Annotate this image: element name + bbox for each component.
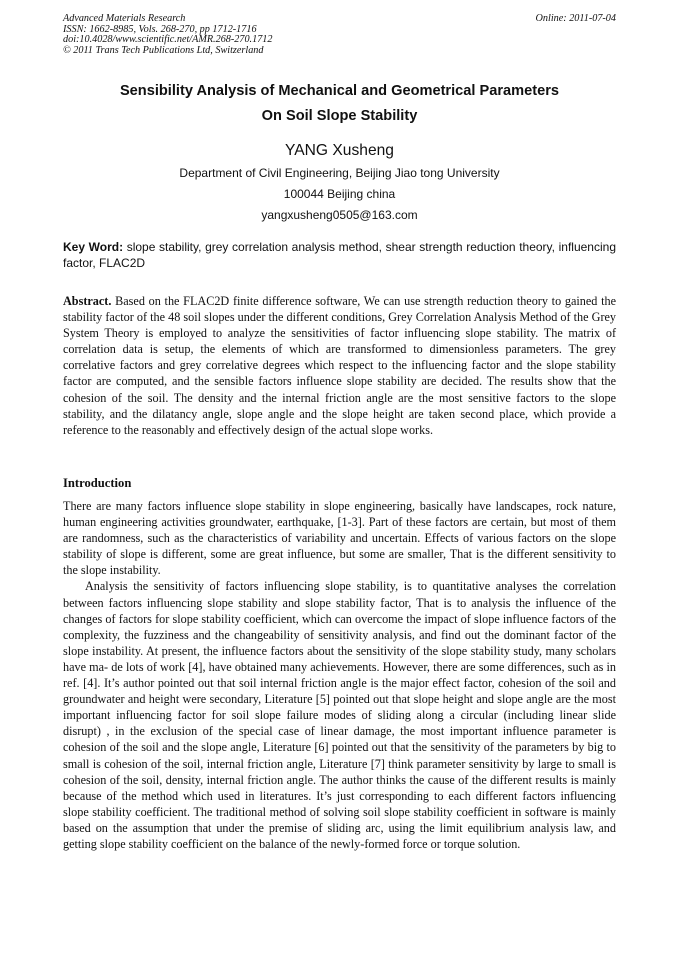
- abstract-text: Based on the FLAC2D finite difference software, We can use strength reduction theory to gained the stability factor of the 48 soil slopes under the different conditions, Grey Correlation Analysis Method of the Grey System Theory is employed to analyze the sensitivities of factor influencing slope stability. The matrix of correlation data is setup, the elements of which are transformed to dimensionless parameters. The grey correlative factors and grey correlative degrees which respect to the influencing factor and the slope stability factor are computed, and the sensible factors influence slope stability are decided. The results show that the cohesion of the soil. The density and the internal friction angle are the most sensitive factors to the slope stability, and the dilatancy angle, slope angle and the slope height are taken second place, which provide a reference to the reasonably and effectively design of the actual slope works.: [63, 294, 616, 437]
- email: yangxusheng0505@163.com: [261, 208, 418, 222]
- address: 100044 Beijing china: [283, 187, 396, 201]
- keywords-text: slope stability, grey correlation analysis method, shear strength reduction theory, influencing factor, FLAC2D: [63, 240, 616, 270]
- intro-paragraph-1: There are many factors influence slope stability in slope engineering, basically have landscapes, rock nature, human engineering activities groundwater, earthquake, [1-3]. Part of these factors are certain, but most of them are randomness, such as the characteristics of variability and uncertain. Effects of various factors on the slope stability of slope is different, some are great influence, but some are smaller, That is the different sensitivity to the slope instability.: [63, 499, 616, 578]
- intro-paragraph-2: Analysis the sensitivity of factors influencing slope stability, is to quantitative analyses the correlation between factors influencing slope stability and slope stability factor, That is to analysis the influence of the changes of factors for slope stability coefficient, which can overcome the impact of slope influence factors of the complexity, the fuzziness and the changeability of sensitivity analysis, and find out the dominant factor of the slope instability. At present, the influence factors about the sensitivity of the slope stability study, many scholars have ma- de lots of work [4], have obtained many achievements. However, there are some differences, such as in ref. [4]. It’s author pointed out that soil internal friction angle is the major effect factor, cohesion of the soil and groundwater and height were secondary, Literature [5] pointed out that slope height and slope angle are the most important influencing factor for soil slope failure modes of sliding along a circular (including linear slide disrupt) , in the exclusion of the special case of linear damage, the most important influence parameter is cohesion of the soil and the slope angle, Literature [6] pointed out that the sensitivity of the parameters by big to small is cohesion of the soil, internal friction angle, Literature [7] think parameter sensitivity by large to small is cohesion of the soil, density, internal friction angle. The author thinks the cause of the different results is mainly because of the method which used in literatures. It’s just corresponding to each different factors influencing slope stability coefficient. The traditional method of solving soil slope stability coefficient in software is mainly based on the assumption that under the premise of sliding arc, using the limit equilibrium analysis law, and getting slope stability coefficient on the balance of the newly-formed force or torque solution.: [63, 579, 616, 851]
- title-line-2: On Soil Slope Stability: [261, 108, 418, 124]
- section-heading-introduction: Introduction: [63, 476, 132, 490]
- author-name: YANG Xusheng: [285, 142, 394, 159]
- keywords-label: Key Word:: [63, 240, 124, 254]
- copyright-line: © 2011 Trans Tech Publications Ltd, Switzerland: [63, 44, 264, 56]
- online-date: Online: 2011-07-04: [535, 13, 616, 24]
- issn-line: ISSN: 1662-8985, Vols. 268-270, pp 1712-1716: [63, 23, 257, 35]
- paper-title: [63, 79, 616, 129]
- abstract-label: Abstract.: [63, 294, 112, 308]
- journal-name: Advanced Materials Research: [63, 13, 186, 24]
- title-line-1: Sensibility Analysis of Mechanical and Geometrical Parameters: [119, 83, 560, 99]
- affiliation: Department of Civil Engineering, Beijing Jiao tong University: [179, 166, 500, 180]
- doi-line: doi:10.4028/www.scientific.net/AMR.268-270.1712: [63, 34, 273, 46]
- introduction-body: [63, 498, 616, 852]
- abstract-block: [63, 293, 616, 438]
- keywords-block: [63, 240, 616, 271]
- journal-header: [63, 14, 616, 56]
